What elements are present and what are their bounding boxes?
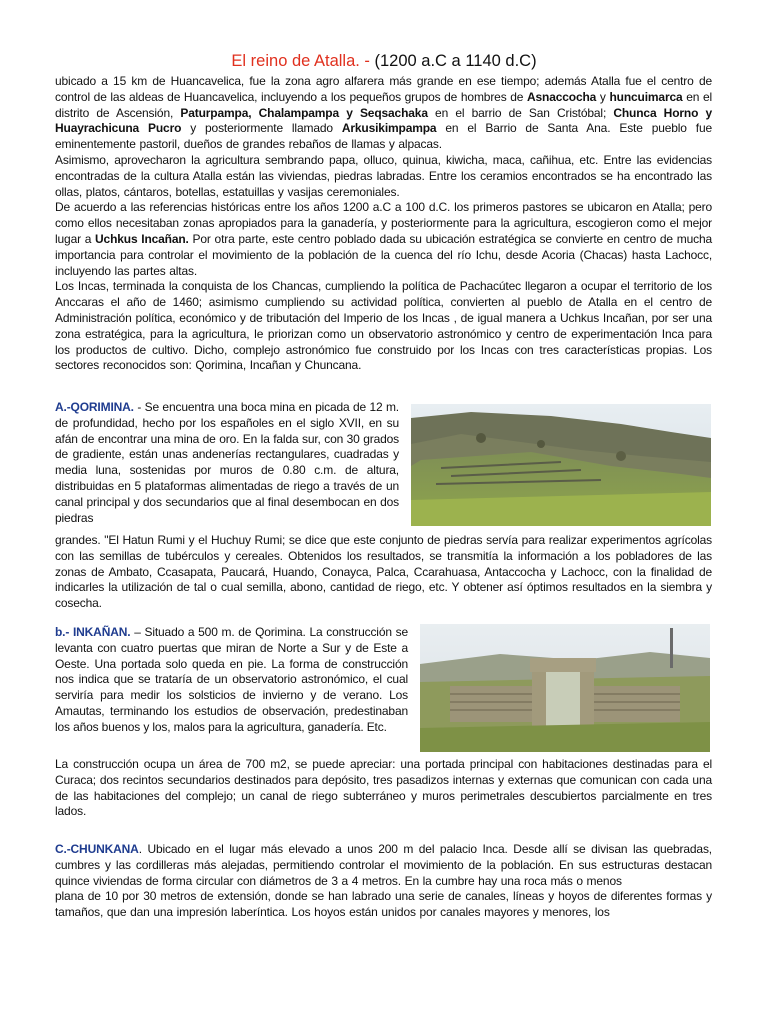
intro-p1-text-d: en el barrio de San Cristóbal;	[427, 105, 614, 120]
section-b-heading: b.- INKAÑAN.	[55, 625, 131, 639]
intro-paragraph-2: Asimismo, aprovecharon la agricultura sembrando papa, olluco, quinua, kiwicha, maca, cañihua, etc. Entre las evidencias encontradas de la cultura Atalla están las viviendas, piedras labradas. Entre los ceramios encontrados se ha encontrado las ollas, platos, cántaros, botellas, estatuillas y vasijas ceremoniales.	[55, 152, 712, 199]
intro-paragraph-4: Los Incas, terminada la conquista de los Chancas, cumpliendo la política de Pachacútec llegaron a ocupar el territorio de los Anccaras el año de 1460; asimismo cumpliendo su actividad política, convierten al pueblo de Atalla en el centro de Administración política, económico y de tributación del Imperio de los Incas , de igual manera a Uchkus Incañan, por ser una zona estratégica, para la agricultura, le priorizan como un observatorio astronómico y centro de experimentación Inca para los productos de cultivo. Dicho, complejo astronómico fue construido por los Incas con tres características propias. Los sectores reconocidos son: Qorimina, Incañan y Chuncana.	[55, 279, 712, 373]
qorimina-landscape-image	[411, 404, 711, 526]
intro-p1-text-b: y	[596, 89, 610, 104]
place-asnaccocha: Asnaccocha	[527, 89, 597, 104]
section-b-continuation: La construcción ocupa un área de 700 m2, se puede apreciar: una portada principal con habitaciones destinadas para el Curaca; dos recintos secundarios destinados para depósito, tres pasadizos internas y externas que comunican con cada una de las habitaciones del complejo; un canal de riego subterráneo y muros perimetrales descubiertos parcialmente en tres lados.	[55, 757, 712, 819]
inkanan-ruins-image	[420, 624, 710, 752]
section-chunkana	[55, 842, 712, 921]
place-huncuimarca: huncuimarca	[609, 89, 683, 104]
intro-p1-text-c: en el distrito de Ascensión,	[55, 89, 713, 120]
place-uchkus-incanan: Uchkus Incañan.	[95, 231, 189, 246]
title-dates: (1200 a.C a 1140 d.C)	[374, 52, 537, 70]
intro-p1-text-e: y posteriormente llamado	[181, 121, 342, 136]
section-c-heading: C.-CHUNKANA	[55, 842, 139, 856]
section-c-paragraph-1	[55, 842, 712, 889]
section-inkanan	[55, 625, 408, 736]
section-a-heading: A.-QORIMINA.	[55, 400, 134, 414]
place-arkusikimpampa: Arkusikimpampa	[341, 121, 437, 136]
section-b-text: – Situado a 500 m. de Qorimina. La construcción se levanta con cuatro puertas que miran de Norte a Sur y de Este a Oeste. Una portada solo queda en pie. La forma de construcción nos indica que se trataría de un observatorio astronómico, el cual serviría para medir los solsticios de invierno y de verano. Los Amautas, terminando los estudios de observación, predestinaban los años buenos y los, malos para la agricultura, ganadería. Etc.	[55, 625, 408, 734]
intro-p1-text-f: en el Barrio de Santa Ana. Este pueblo fue eminentemente pastoril, dueños de grandes rebaños de llamas y alpacas.	[55, 121, 713, 152]
intro-paragraph-3	[55, 200, 712, 279]
page-title	[0, 51, 768, 71]
intro-paragraph-1	[55, 74, 712, 153]
section-c-text: . Ubicado en el lugar más elevado a unos 200 m del palacio Inca. Desde allí se divisan las quebradas, cumbres y las cordilleras más alejadas, permitiendo controlar el movimiento de la población. En sus estructuras destacan quince viviendas de forma circular con diámetros de 3 a 4 metros. En la cumbre hay una roca más o menos	[55, 842, 712, 888]
title-separator: -	[359, 52, 375, 70]
section-c-paragraph-2: plana de 10 por 30 metros de extensión, donde se han labrado una serie de canales, líneas y hoyos de diferentes formas y tamaños, que dan una impresión laberíntica. Los hoyos están unidos por canales mayores y menores, los	[55, 889, 712, 920]
section-a-continuation: grandes. "El Hatun Rumi y el Huchuy Rumi; se dice que este conjunto de piedras servía para realizar experimentos agrícolas con las semillas de tubérculos y cereales. Obtenidos los resultados, se transmitía la información a los pobladores de las zonas de Ambato, Ccasapata, Paucará, Huando, Conayca, Palca, Ccarahuasa, Antaccocha y Lachocc, con la finalidad de indicarles la utilización de tal o cual semilla, abono, cantidad de riego, etc. Y obtener así óptimos resultados en la siembra y cosecha.	[55, 533, 712, 611]
section-a-text: - Se encuentra una boca mina en picada de 12 m. de profundidad, hecho por los españoles en el siglo XVII, en su afán de encontrar una mina de oro. En la falda sur, con 30 grados de gradiente, están unas andenerías rectangulares, cuadradas y media luna, sostenidas por muros de 0.80 c.m. de altura, distribuidas en 5 plataformas alimentadas de riego a través de un canal principal y dos secundarios que al final desembocan en dos piedras	[55, 400, 399, 525]
inkanan-photo	[420, 624, 710, 752]
intro-text	[55, 74, 712, 374]
title-name: El reino de Atalla.	[231, 52, 360, 70]
place-chunca-horno: Chunca Horno y Huayrachicuna Pucro	[55, 105, 712, 136]
qorimina-photo	[411, 404, 711, 526]
section-qorimina	[55, 400, 399, 526]
place-paturpampa: Paturpampa, Chalampampa y Seqsachaka	[180, 105, 428, 120]
intro-p1-text-a: ubicado a 15 km de Huancavelica, fue la zona agro alfarera más grande en ese tiempo; además Atalla fue el centro de control de las aldeas de Huancavelica, incluyendo a los pequeños grupos de hombres de	[55, 74, 712, 104]
intro-p3-text-a: De acuerdo a las referencias históricas entre los años 1200 a.C a 100 d.C. los primeros pastores se ubicaron en Atalla; pero como ellos necesitaban zonas apropiados para la ganadería, y posteriormente para la agricultura, escogieron como el mejor lugar a	[55, 200, 712, 246]
intro-p3-text-b: Por otra parte, este centro poblado dada su ubicación estratégica se convierte en centro de mucha importancia para controlar el movimiento de la población de la cuenca del río Ichu, desde Acoria (Chacas) hasta Lachocc, incluyendo las partes altas.	[55, 231, 712, 278]
